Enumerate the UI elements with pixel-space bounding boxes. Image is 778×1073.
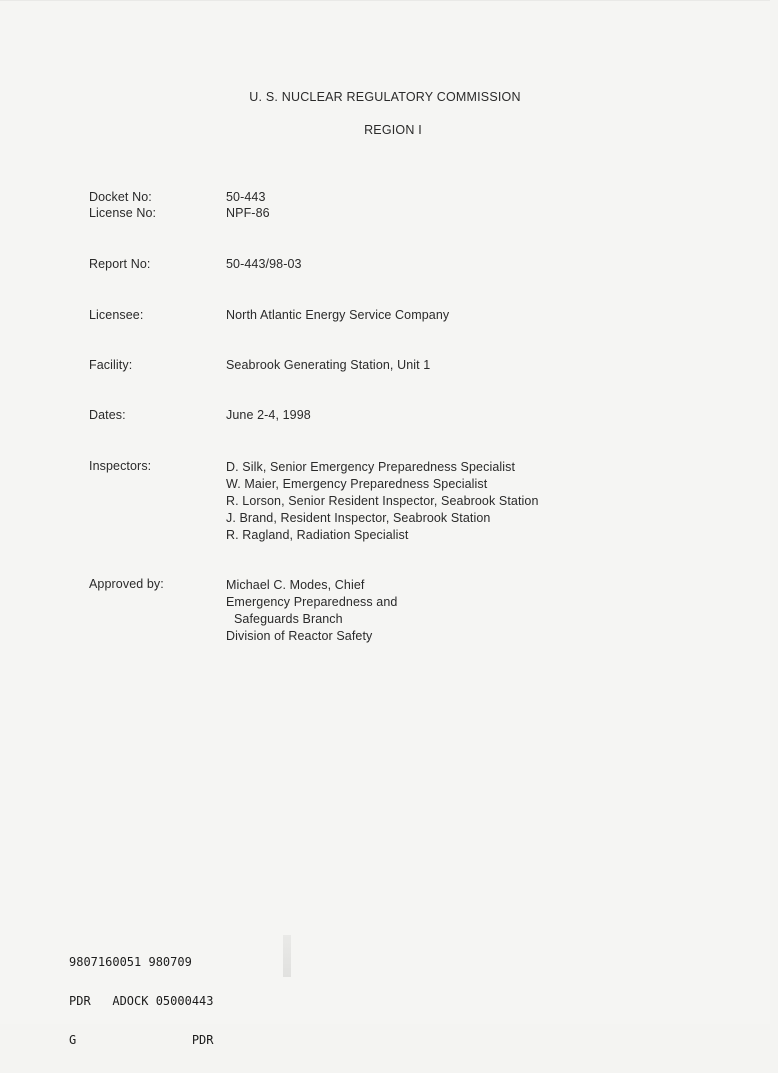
facility-label: Facility: xyxy=(89,358,133,372)
control-line: PDR ADOCK 05000443 xyxy=(69,994,214,1008)
approver-line: Safeguards Branch xyxy=(234,612,343,626)
document-control-number xyxy=(69,930,214,1073)
inspector-item: R. Lorson, Senior Resident Inspector, Seabrook Station xyxy=(226,494,539,508)
docket-label: Docket No: xyxy=(89,190,152,204)
inspector-item: D. Silk, Senior Emergency Preparedness Specialist xyxy=(226,460,516,474)
region-heading: REGION I xyxy=(364,123,422,137)
approver-line: Emergency Preparedness and xyxy=(226,595,398,609)
scan-edge xyxy=(0,0,770,1)
approver-line: Division of Reactor Safety xyxy=(226,629,373,643)
licensee-label: Licensee: xyxy=(89,308,144,322)
inspector-item: W. Maier, Emergency Preparedness Specialist xyxy=(226,477,488,491)
approver-block xyxy=(226,577,397,645)
inspector-item: R. Ragland, Radiation Specialist xyxy=(226,528,409,542)
inspectors-list xyxy=(226,459,539,544)
faint-stamp-mark xyxy=(283,935,291,977)
license-value: NPF-86 xyxy=(226,206,270,220)
licensee-value: North Atlantic Energy Service Company xyxy=(226,308,450,322)
inspectors-label: Inspectors: xyxy=(89,459,152,473)
report-label: Report No: xyxy=(89,257,151,271)
inspector-item: J. Brand, Resident Inspector, Seabrook Station xyxy=(226,511,491,525)
agency-heading: U. S. NUCLEAR REGULATORY COMMISSION xyxy=(249,90,521,104)
docket-value: 50-443 xyxy=(226,190,266,204)
control-line: G PDR xyxy=(69,1033,214,1047)
dates-value: June 2-4, 1998 xyxy=(226,408,311,422)
dates-label: Dates: xyxy=(89,408,126,422)
approved-label: Approved by: xyxy=(89,577,164,591)
control-line: 9807160051 980709 xyxy=(69,955,192,969)
approver-line: Michael C. Modes, Chief xyxy=(226,578,365,592)
report-value: 50-443/98-03 xyxy=(226,257,302,271)
facility-value: Seabrook Generating Station, Unit 1 xyxy=(226,358,431,372)
license-label: License No: xyxy=(89,206,157,220)
